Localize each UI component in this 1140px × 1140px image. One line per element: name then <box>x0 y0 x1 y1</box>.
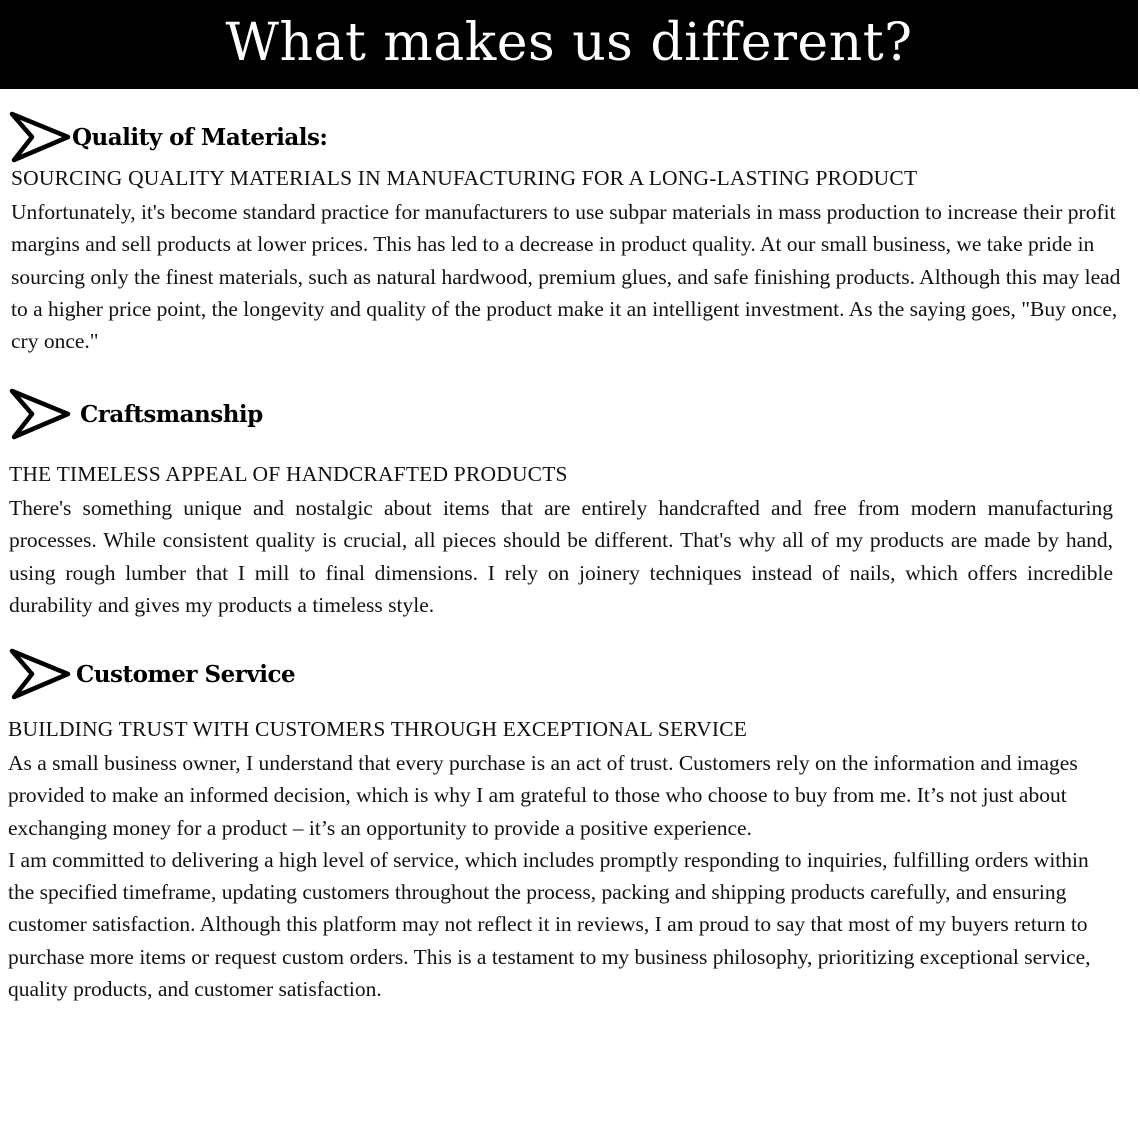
chevron-arrow-icon <box>8 110 72 164</box>
chevron-arrow-icon <box>8 387 72 441</box>
section-body <box>8 747 1108 1005</box>
paragraph: Unfortunately, it's become standard practice for manufacturers to use subpar materials in mass production to increase their profit margins and sell products at lower prices. This has led to a decrease in product quality. At our small business, we take pride in sourcing only the finest materials, such as natural hardwood, premium glues, and safe finishing products. Although this may lead to a higher price point, the longevity and quality of the product make it an intelligent investment. As the saying goes, "Buy once, cry once." <box>11 200 1121 354</box>
page-title: What makes us different? <box>225 12 913 73</box>
section-body <box>11 196 1135 357</box>
chevron-arrow-icon <box>8 647 72 701</box>
section-heading-craftsmanship <box>8 387 263 441</box>
paragraph: There's something unique and nostalgic about items that are entirely handcrafted and free from modern manufacturing processes. While consistent quality is crucial, all pieces should be different. That's why all of my products are made by hand, using rough lumber that I mill to final dimensions. I rely on joinery techniques instead of nails, which offers incredible durability and gives my products a timeless style. <box>9 496 1113 617</box>
title-banner <box>0 0 1138 89</box>
section-title: Craftsmanship <box>80 400 263 428</box>
paragraph: As a small business owner, I understand that every purchase is an act of trust. Customers rely on the information and images provided to make an informed decision, which is why I am grateful to those who choose to buy from me. It’s not just about exchanging money for a product – it’s an opportunity to provide a positive experience. <box>8 751 1078 840</box>
section-title: Quality of Materials: <box>72 123 328 151</box>
paragraph: I am committed to delivering a high level of service, which includes promptly responding to inquiries, fulfilling orders within the specified timeframe, updating customers throughout the process, packing and shipping products carefully, and ensuring customer satisfaction. Although this platform may not reflect it in reviews, I am proud to say that most of my buyers return to purchase more items or request custom orders. This is a testament to my business philosophy, prioritizing exceptional service, quality products, and customer satisfaction. <box>8 847 1091 1002</box>
section-subheading: THE TIMELESS APPEAL OF HANDCRAFTED PRODUCTS <box>9 462 568 486</box>
section-heading-quality <box>8 110 327 164</box>
section-body <box>9 492 1113 621</box>
section-subheading: BUILDING TRUST WITH CUSTOMERS THROUGH EXCEPTIONAL SERVICE <box>8 717 748 741</box>
section-title: Customer Service <box>76 660 296 688</box>
section-subheading: SOURCING QUALITY MATERIALS IN MANUFACTURING FOR A LONG-LASTING PRODUCT <box>11 166 918 190</box>
section-heading-customer-service <box>8 647 295 701</box>
